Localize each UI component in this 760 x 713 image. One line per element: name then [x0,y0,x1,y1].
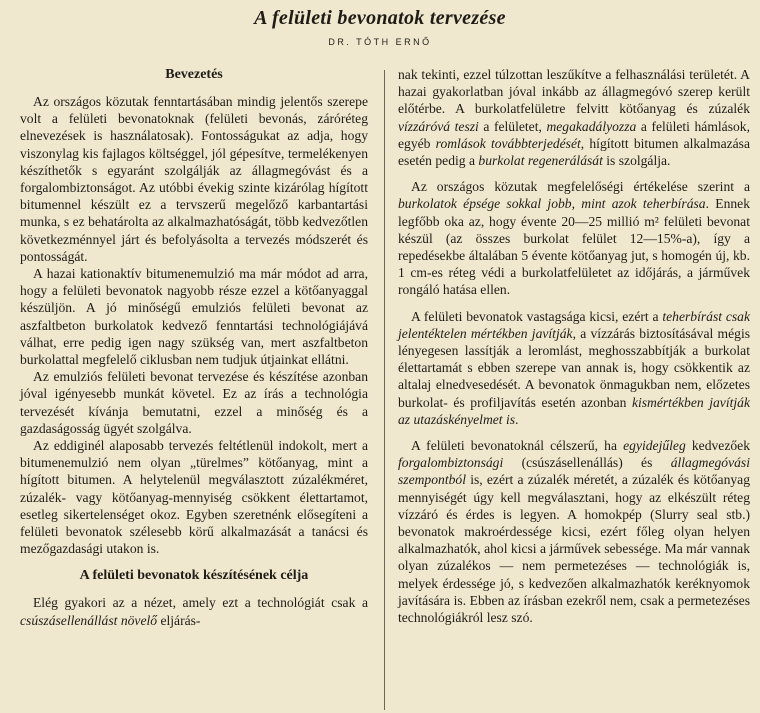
paragraph: Az országos közutak megfelelőségi értékelése szerint a burkolatok épsége sokkal jobb, mint azok teherbírása. Ennek legfőbb oka az, hogy évente 20—25 millió m² felületi bevonat készül (az összes burkolat felület 12—15%-a), így a repedésekbe általában 5 évente kötőanyag jut, s homogén új, kb. 1 cm-es réteg védi a burkolatfelületet az időjárás, a járművek rongáló hatása ellen. [398,179,750,298]
paragraph: A felületi bevonatok vastagsága kicsi, ezért a teherbírást csak jelentéktelen mértékben javítják, a vízzárás biztosításával mégis lényegesen lassítják a leromlást, meghosszabbítják a burkolat élettartamát s ebben szerepe van annak is, hogy csökkentik az altalaj elnedvesedését. A bevonatok önmagukban nem, előzetes burkolat- és profiljavítás esetén azonban kismértékben javítják az utazáskényelmet is. [398,308,751,427]
section-heading-purpose: A felületi bevonatok készítésének célja [79,568,309,584]
left-column [20,66,368,629]
paragraph: A felületi bevonatoknál célszerű, ha egyidejűleg kedvezőek forgalombiztonsági (csúszásellenállás) és állagmegóvási szempontból is, ezért a zúzalék méretét, a zúzalék és kötőanyag mennyiségét úgy kell megválasztani, hogy az elkészült réteg vízzáró és érdes is legyen. A homokpép (Slurry seal stb.) bevonatok makroérdessége kicsi, ezért főleg olyan helyen alkalmazhatók, ahol kicsi a járművek sebessége. Ma már vannak olyan zúzalékos — nem permetezéses — technológiák is, melyek érdessége jó, s kedvezően alkalmazhatók keréknyomok javítására is. Ebben az írásban ezekről nem, csak a permetezéses technológiákról lesz szó. [398,438,750,626]
section-heading-introduction: Bevezetés [165,67,223,82]
right-column [398,66,750,626]
column-divider [384,70,385,710]
article-author: DR. TÓTH ERNŐ [328,37,432,47]
paragraph: A hazai kationaktív bitumenemulzió ma már módot ad arra, hogy a felületi bevonatok nagyobb része ezzel a kötőanyaggal készüljön. A jó minőségű emulziós felületi bevonat az aszfaltbeton burkolatok kedvező fenntartási technológiájává válhat, erre pedig igen nagy szükség van, mert aszfaltbeton burkolattal megfelelő ciklusban nem tudjuk útjainkat ellátni. [20,266,368,368]
paragraph: nak tekinti, ezzel túlzottan leszűkítve a felhasználási területét. A hazai gyakorlatban jóval inkább az állagmegóvó szerep került előtérbe. A burkolatfelületre felvitt kötőanyag és zúzalék vízzáróvá teszi a felületet, megakadályozza a felületi hámlások, egyéb romlások továbbterjedését, hígított bitumen alkalmazása esetén pedig a burkolat regenerálását is szolgálja. [398,67,750,169]
article-title: A felületi bevonatok tervezése [254,7,506,29]
paragraph: Az emulziós felületi bevonat tervezése és készítése azonban jóval igényesebb munkát követel. Ez az írás a technológia tervezését kívánja bemutatni, ezzel a minőség és a gazdaságosság ügyét szolgálva. [20,369,368,436]
paragraph: Elég gyakori az a nézet, amely ezt a technológiát csak a csúszásellenállást növelő eljárás- [20,595,368,628]
paragraph: Az eddiginél alaposabb tervezés feltétlenül indokolt, mert a bitumenemulzió nem olyan „türelmes” kötőanyag, mint a hígított bitumen. A helytelenül megválasztott zúzalékméret, zúzalék- vagy kötőanyag-mennyiség csökkent élettartamot, esetleg sikertelenséget okoz. Egyben szeretnénk elősegíteni a felületi bevonatok szélesebb körű alkalmazását a tanácsi és mezőgazdasági utakon is. [20,438,368,557]
paragraph: Az országos közutak fenntartásában mindig jelentős szerepe volt a felületi bevonatoknak (felületi bevonás, záróréteg elnevezések is használatosak). Fontosságukat az adja, hogy viszonylag kis fajlagos költséggel, jól gépesítve, termelékenyen készíthetők s egyaránt szolgálják az állagmegóvást és a forgalombiztonságot. Az utóbbi évekig szinte kizárólag hígított bitumennel készült ez a tervszerű megelőző karbantartási munka, s ez behatárolta az alkalmazhatóságát, több kedvezőtlen következménnyel járt és befolyásolta a tervezés módszerét és pontosságát. [20,94,368,264]
